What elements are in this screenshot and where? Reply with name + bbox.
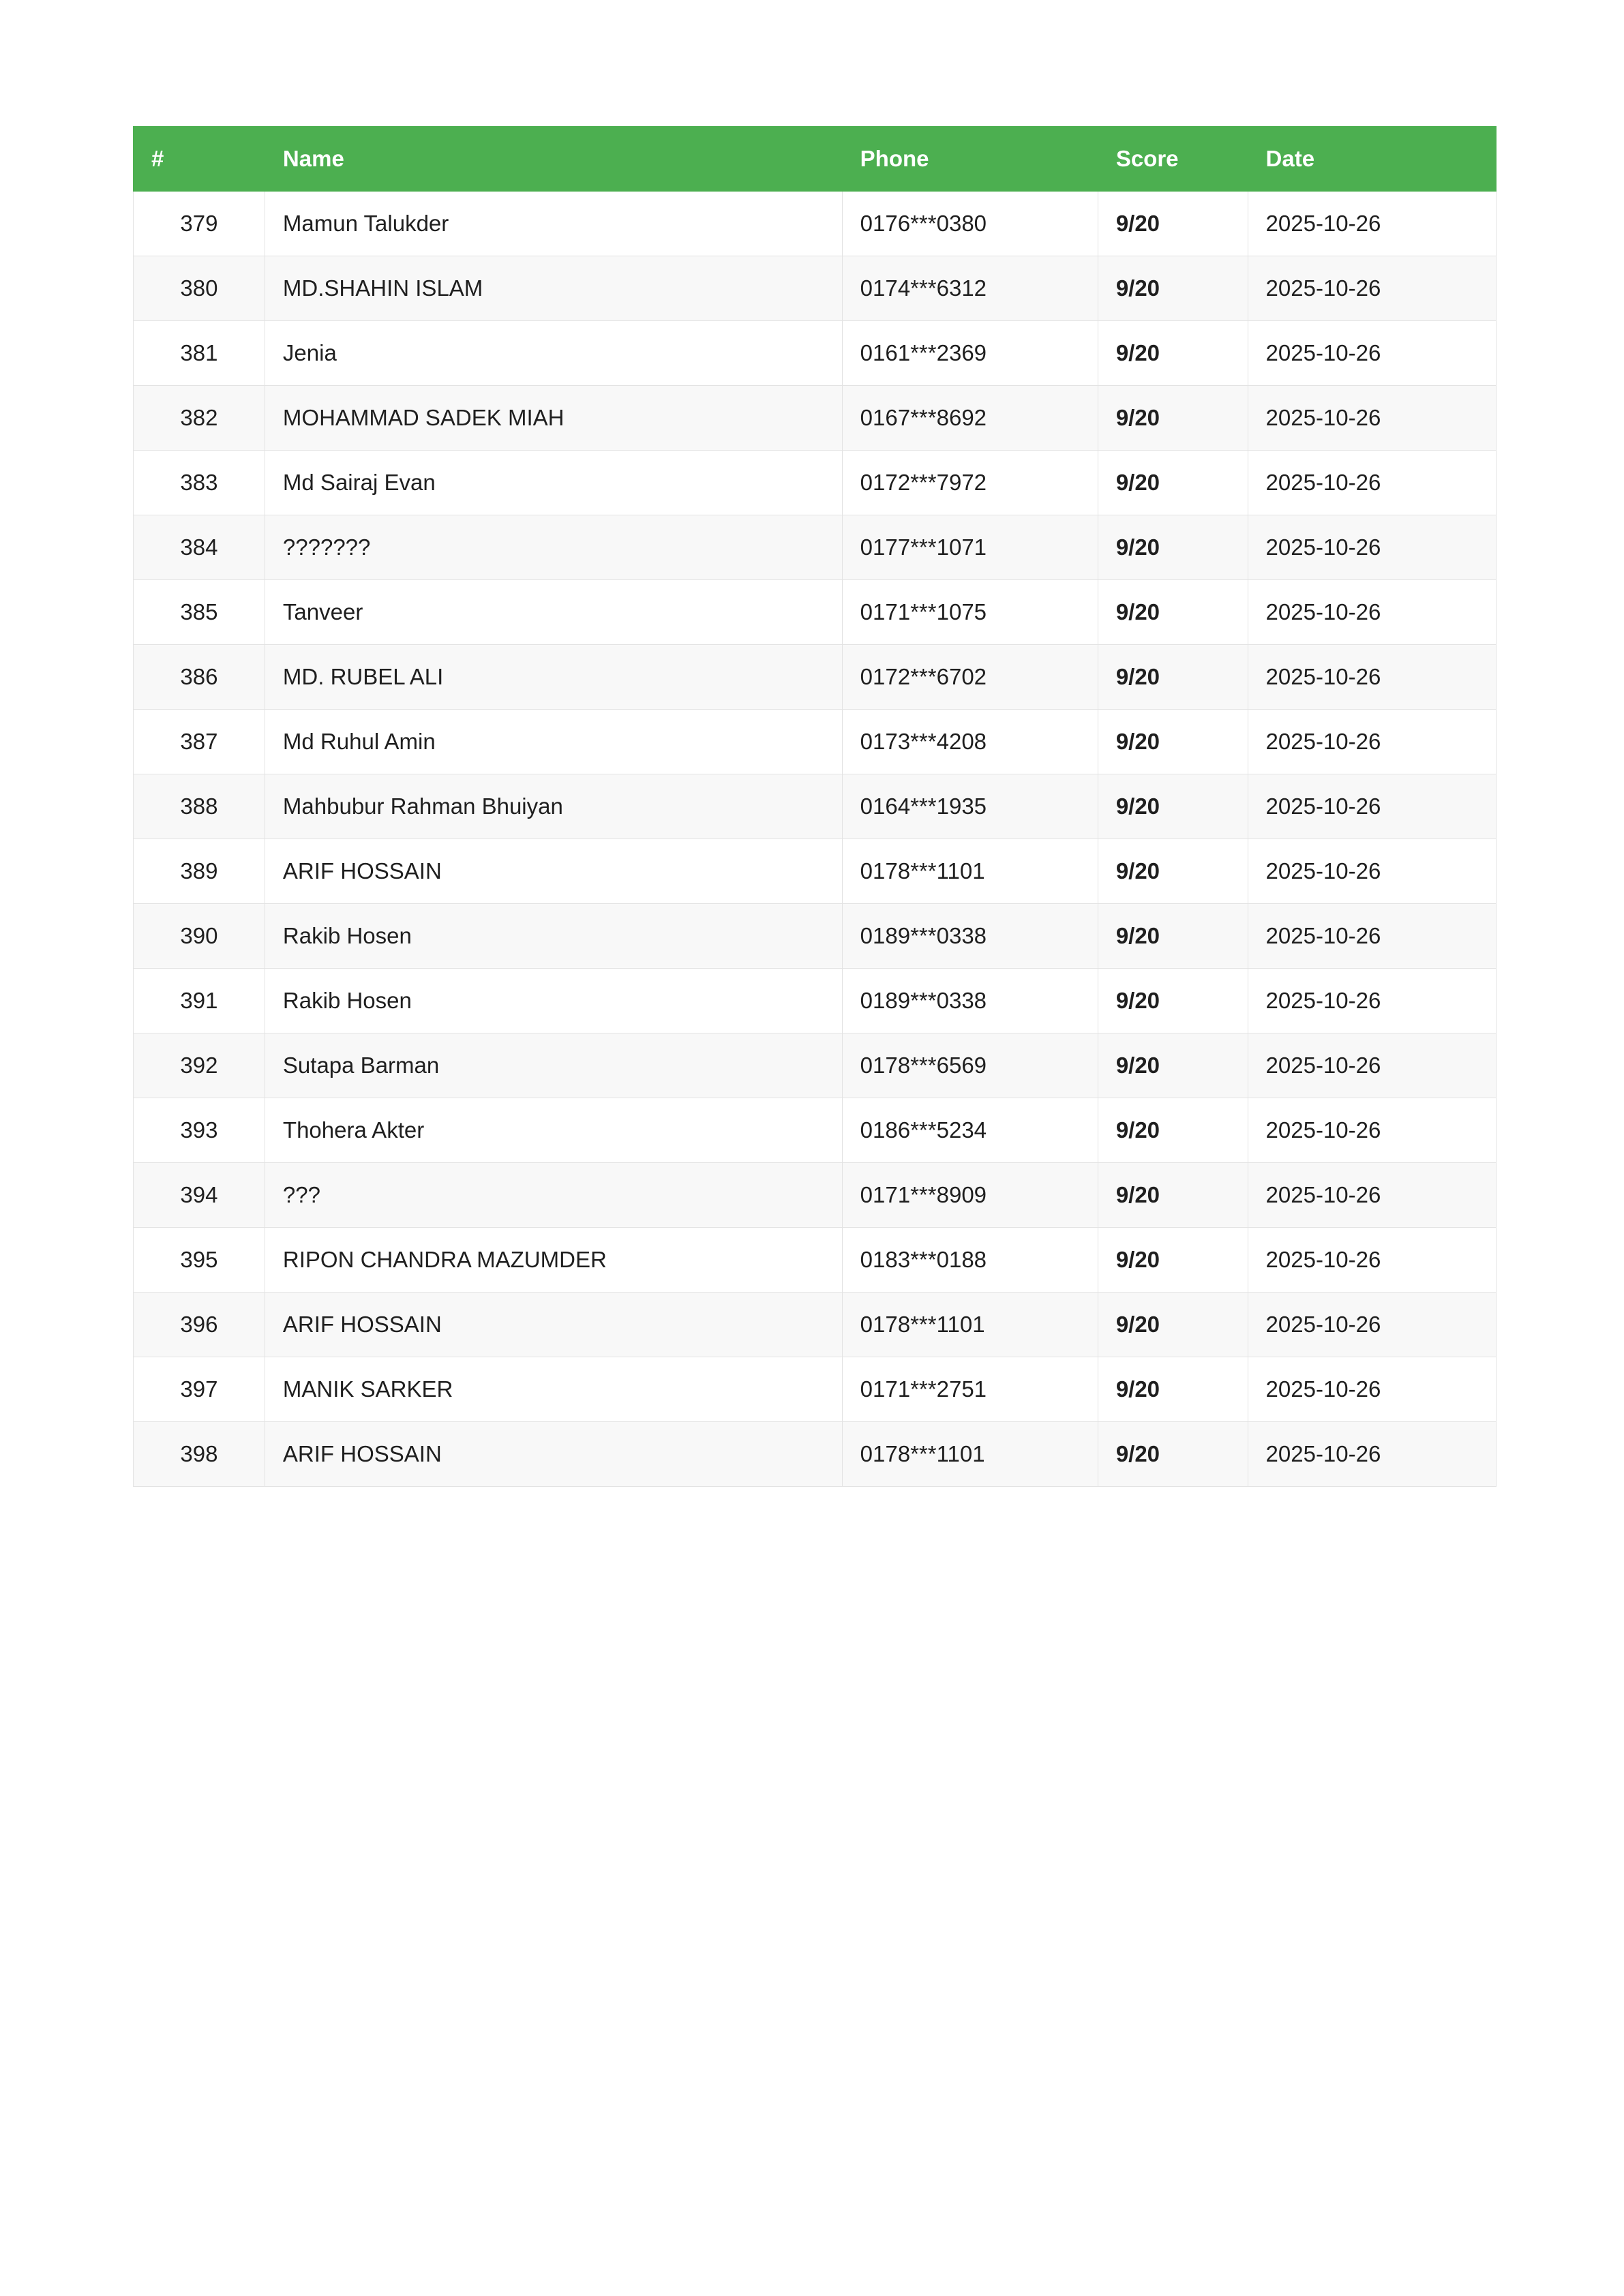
cell-phone: 0161***2369 — [842, 321, 1098, 386]
cell-phone: 0164***1935 — [842, 774, 1098, 839]
cell-score: 9/20 — [1098, 904, 1248, 969]
cell-score: 9/20 — [1098, 256, 1248, 321]
cell-phone: 0178***6569 — [842, 1033, 1098, 1098]
table-row — [134, 321, 1497, 386]
cell-date: 2025-10-26 — [1248, 386, 1496, 451]
cell-name: Rakib Hosen — [265, 904, 842, 969]
cell-date: 2025-10-26 — [1248, 580, 1496, 645]
cell-phone: 0178***1101 — [842, 1293, 1098, 1357]
cell-score: 9/20 — [1098, 580, 1248, 645]
table-row — [134, 1098, 1497, 1163]
cell-rank: 395 — [134, 1228, 265, 1293]
table-row — [134, 774, 1497, 839]
cell-score: 9/20 — [1098, 1228, 1248, 1293]
cell-date: 2025-10-26 — [1248, 1033, 1496, 1098]
table-row — [134, 256, 1497, 321]
cell-name: Mahbubur Rahman Bhuiyan — [265, 774, 842, 839]
cell-rank: 389 — [134, 839, 265, 904]
cell-date: 2025-10-26 — [1248, 192, 1496, 256]
cell-phone: 0174***6312 — [842, 256, 1098, 321]
cell-score: 9/20 — [1098, 839, 1248, 904]
cell-rank: 385 — [134, 580, 265, 645]
cell-rank: 383 — [134, 451, 265, 515]
table-row — [134, 1228, 1497, 1293]
cell-rank: 379 — [134, 192, 265, 256]
cell-date: 2025-10-26 — [1248, 839, 1496, 904]
cell-name: ??????? — [265, 515, 842, 580]
cell-rank: 391 — [134, 969, 265, 1033]
table-row — [134, 192, 1497, 256]
cell-score: 9/20 — [1098, 1357, 1248, 1422]
column-header-score: Score — [1098, 127, 1248, 192]
cell-date: 2025-10-26 — [1248, 1098, 1496, 1163]
cell-score: 9/20 — [1098, 1422, 1248, 1487]
cell-rank: 392 — [134, 1033, 265, 1098]
cell-name: Md Ruhul Amin — [265, 710, 842, 774]
cell-date: 2025-10-26 — [1248, 1357, 1496, 1422]
cell-score: 9/20 — [1098, 1293, 1248, 1357]
cell-name: MANIK SARKER — [265, 1357, 842, 1422]
table-row — [134, 904, 1497, 969]
cell-rank: 382 — [134, 386, 265, 451]
cell-date: 2025-10-26 — [1248, 969, 1496, 1033]
cell-phone: 0178***1101 — [842, 1422, 1098, 1487]
cell-rank: 397 — [134, 1357, 265, 1422]
table-row — [134, 451, 1497, 515]
cell-phone: 0186***5234 — [842, 1098, 1098, 1163]
cell-phone: 0189***0338 — [842, 969, 1098, 1033]
cell-phone: 0172***6702 — [842, 645, 1098, 710]
cell-score: 9/20 — [1098, 451, 1248, 515]
cell-score: 9/20 — [1098, 515, 1248, 580]
table-row — [134, 1422, 1497, 1487]
cell-date: 2025-10-26 — [1248, 774, 1496, 839]
table-row — [134, 710, 1497, 774]
cell-rank: 396 — [134, 1293, 265, 1357]
cell-rank: 387 — [134, 710, 265, 774]
cell-date: 2025-10-26 — [1248, 1163, 1496, 1228]
table-row — [134, 1293, 1497, 1357]
cell-name: ??? — [265, 1163, 842, 1228]
cell-date: 2025-10-26 — [1248, 1422, 1496, 1487]
cell-phone: 0178***1101 — [842, 839, 1098, 904]
cell-phone: 0176***0380 — [842, 192, 1098, 256]
cell-phone: 0172***7972 — [842, 451, 1098, 515]
table-row — [134, 1033, 1497, 1098]
cell-score: 9/20 — [1098, 192, 1248, 256]
cell-score: 9/20 — [1098, 969, 1248, 1033]
cell-name: Jenia — [265, 321, 842, 386]
cell-score: 9/20 — [1098, 1098, 1248, 1163]
cell-name: Thohera Akter — [265, 1098, 842, 1163]
table-header — [134, 127, 1497, 192]
cell-rank: 381 — [134, 321, 265, 386]
cell-phone: 0171***1075 — [842, 580, 1098, 645]
cell-date: 2025-10-26 — [1248, 1293, 1496, 1357]
table-row — [134, 969, 1497, 1033]
cell-name: MD. RUBEL ALI — [265, 645, 842, 710]
column-header-name: Name — [265, 127, 842, 192]
cell-name: Mamun Talukder — [265, 192, 842, 256]
cell-date: 2025-10-26 — [1248, 1228, 1496, 1293]
cell-date: 2025-10-26 — [1248, 451, 1496, 515]
cell-phone: 0177***1071 — [842, 515, 1098, 580]
cell-rank: 386 — [134, 645, 265, 710]
cell-date: 2025-10-26 — [1248, 904, 1496, 969]
table-row — [134, 515, 1497, 580]
table-row — [134, 580, 1497, 645]
cell-name: MOHAMMAD SADEK MIAH — [265, 386, 842, 451]
cell-rank: 393 — [134, 1098, 265, 1163]
cell-phone: 0171***2751 — [842, 1357, 1098, 1422]
table-row — [134, 386, 1497, 451]
cell-name: ARIF HOSSAIN — [265, 1422, 842, 1487]
cell-rank: 394 — [134, 1163, 265, 1228]
table-row — [134, 1163, 1497, 1228]
cell-date: 2025-10-26 — [1248, 710, 1496, 774]
cell-phone: 0189***0338 — [842, 904, 1098, 969]
table-row — [134, 839, 1497, 904]
cell-name: ARIF HOSSAIN — [265, 839, 842, 904]
cell-date: 2025-10-26 — [1248, 515, 1496, 580]
cell-score: 9/20 — [1098, 386, 1248, 451]
cell-name: Md Sairaj Evan — [265, 451, 842, 515]
cell-name: ARIF HOSSAIN — [265, 1293, 842, 1357]
cell-name: RIPON CHANDRA MAZUMDER — [265, 1228, 842, 1293]
cell-date: 2025-10-26 — [1248, 645, 1496, 710]
cell-phone: 0183***0188 — [842, 1228, 1098, 1293]
cell-score: 9/20 — [1098, 321, 1248, 386]
table-body — [134, 192, 1497, 1487]
cell-rank: 384 — [134, 515, 265, 580]
cell-phone: 0167***8692 — [842, 386, 1098, 451]
column-header-rank: # — [134, 127, 265, 192]
cell-phone: 0171***8909 — [842, 1163, 1098, 1228]
cell-name: Sutapa Barman — [265, 1033, 842, 1098]
cell-score: 9/20 — [1098, 645, 1248, 710]
cell-rank: 380 — [134, 256, 265, 321]
cell-name: Tanveer — [265, 580, 842, 645]
cell-score: 9/20 — [1098, 1163, 1248, 1228]
cell-date: 2025-10-26 — [1248, 321, 1496, 386]
cell-phone: 0173***4208 — [842, 710, 1098, 774]
column-header-phone: Phone — [842, 127, 1098, 192]
cell-rank: 390 — [134, 904, 265, 969]
table-header-row — [134, 127, 1497, 192]
cell-name: MD.SHAHIN ISLAM — [265, 256, 842, 321]
cell-name: Rakib Hosen — [265, 969, 842, 1033]
column-header-date: Date — [1248, 127, 1496, 192]
cell-score: 9/20 — [1098, 710, 1248, 774]
table-row — [134, 645, 1497, 710]
cell-score: 9/20 — [1098, 774, 1248, 839]
table-row — [134, 1357, 1497, 1422]
leaderboard-table — [133, 126, 1497, 1487]
cell-score: 9/20 — [1098, 1033, 1248, 1098]
cell-rank: 388 — [134, 774, 265, 839]
cell-rank: 398 — [134, 1422, 265, 1487]
cell-date: 2025-10-26 — [1248, 256, 1496, 321]
